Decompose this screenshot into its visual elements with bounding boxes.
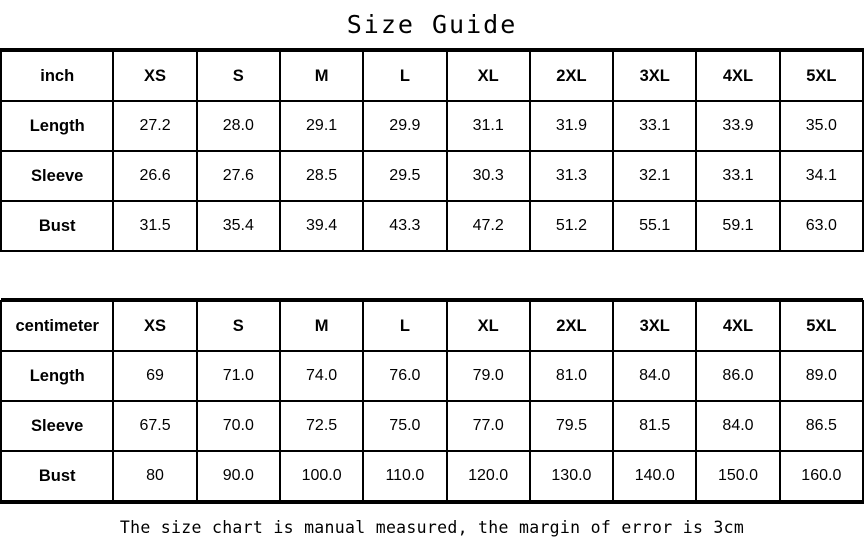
spacer-cell [280, 251, 363, 299]
measure-label: Sleeve [1, 151, 113, 201]
measure-value: 28.0 [197, 101, 280, 151]
measure-value: 81.5 [613, 401, 696, 451]
size-header: 2XL [530, 51, 613, 101]
measure-label: Bust [1, 451, 113, 501]
measure-value: 33.9 [696, 101, 779, 151]
size-header: S [197, 51, 280, 101]
measure-value: 29.9 [363, 101, 446, 151]
size-header: L [363, 51, 446, 101]
measure-value: 140.0 [613, 451, 696, 501]
size-header: 5XL [780, 51, 863, 101]
unit-label-centimeter: centimeter [1, 301, 113, 351]
spacer-cell [113, 251, 196, 299]
measure-value: 27.6 [197, 151, 280, 201]
size-chart-centimeter [0, 300, 864, 502]
table-header-row [1, 301, 863, 351]
size-header: 4XL [696, 51, 779, 101]
measure-value: 59.1 [696, 201, 779, 251]
measure-value: 70.0 [197, 401, 280, 451]
spacer-cell [363, 251, 446, 299]
size-header: XS [113, 301, 196, 351]
measure-value: 31.3 [530, 151, 613, 201]
measure-value: 81.0 [530, 351, 613, 401]
page-title: Size Guide [0, 0, 864, 50]
measure-value: 120.0 [447, 451, 530, 501]
measure-value: 32.1 [613, 151, 696, 201]
size-header: XS [113, 51, 196, 101]
measure-value: 30.3 [447, 151, 530, 201]
spacer-cell [197, 251, 280, 299]
measure-value: 43.3 [363, 201, 446, 251]
size-header: 5XL [780, 301, 863, 351]
measure-value: 47.2 [447, 201, 530, 251]
measure-value: 150.0 [696, 451, 779, 501]
table-row [1, 451, 863, 501]
measure-value: 89.0 [780, 351, 863, 401]
measure-value: 34.1 [780, 151, 863, 201]
measure-value: 26.6 [113, 151, 196, 201]
measure-value: 51.2 [530, 201, 613, 251]
spacer-cell [780, 251, 863, 299]
measurement-disclaimer: The size chart is manual measured, the margin of error is 3cm [0, 502, 864, 551]
measure-value: 80 [113, 451, 196, 501]
measure-value: 31.9 [530, 101, 613, 151]
measure-label: Bust [1, 201, 113, 251]
measure-label: Length [1, 101, 113, 151]
measure-value: 55.1 [613, 201, 696, 251]
measure-value: 71.0 [197, 351, 280, 401]
measure-value: 75.0 [363, 401, 446, 451]
size-header: XL [447, 51, 530, 101]
measure-value: 84.0 [613, 351, 696, 401]
measure-value: 74.0 [280, 351, 363, 401]
table-row [1, 101, 863, 151]
measure-value: 79.0 [447, 351, 530, 401]
spacer-cell [613, 251, 696, 299]
table-row [1, 351, 863, 401]
spacer-cell [1, 251, 113, 299]
measure-value: 63.0 [780, 201, 863, 251]
measure-value: 76.0 [363, 351, 446, 401]
measure-value: 28.5 [280, 151, 363, 201]
spacer-cell [447, 251, 530, 299]
measure-value: 29.5 [363, 151, 446, 201]
measure-value: 31.1 [447, 101, 530, 151]
spacer-cell [696, 251, 779, 299]
measure-value: 69 [113, 351, 196, 401]
measure-value: 35.0 [780, 101, 863, 151]
size-header: L [363, 301, 446, 351]
size-header: 3XL [613, 301, 696, 351]
size-header: XL [447, 301, 530, 351]
measure-value: 84.0 [696, 401, 779, 451]
measure-label: Sleeve [1, 401, 113, 451]
measure-value: 33.1 [613, 101, 696, 151]
measure-value: 77.0 [447, 401, 530, 451]
measure-value: 27.2 [113, 101, 196, 151]
measure-value: 29.1 [280, 101, 363, 151]
measure-value: 100.0 [280, 451, 363, 501]
measure-value: 86.0 [696, 351, 779, 401]
table-spacer-row [1, 251, 863, 299]
table-row [1, 201, 863, 251]
measure-value: 33.1 [696, 151, 779, 201]
table-header-row [1, 51, 863, 101]
table-row [1, 401, 863, 451]
unit-label-inch: inch [1, 51, 113, 101]
measure-value: 86.5 [780, 401, 863, 451]
size-header: M [280, 51, 363, 101]
measure-value: 110.0 [363, 451, 446, 501]
measure-value: 67.5 [113, 401, 196, 451]
size-header: M [280, 301, 363, 351]
measure-label: Length [1, 351, 113, 401]
spacer-cell [530, 251, 613, 299]
measure-value: 39.4 [280, 201, 363, 251]
size-chart-inch [0, 50, 864, 300]
size-header: S [197, 301, 280, 351]
size-header: 2XL [530, 301, 613, 351]
table-row [1, 151, 863, 201]
measure-value: 130.0 [530, 451, 613, 501]
measure-value: 72.5 [280, 401, 363, 451]
measure-value: 160.0 [780, 451, 863, 501]
size-header: 4XL [696, 301, 779, 351]
measure-value: 90.0 [197, 451, 280, 501]
size-header: 3XL [613, 51, 696, 101]
measure-value: 35.4 [197, 201, 280, 251]
measure-value: 31.5 [113, 201, 196, 251]
measure-value: 79.5 [530, 401, 613, 451]
